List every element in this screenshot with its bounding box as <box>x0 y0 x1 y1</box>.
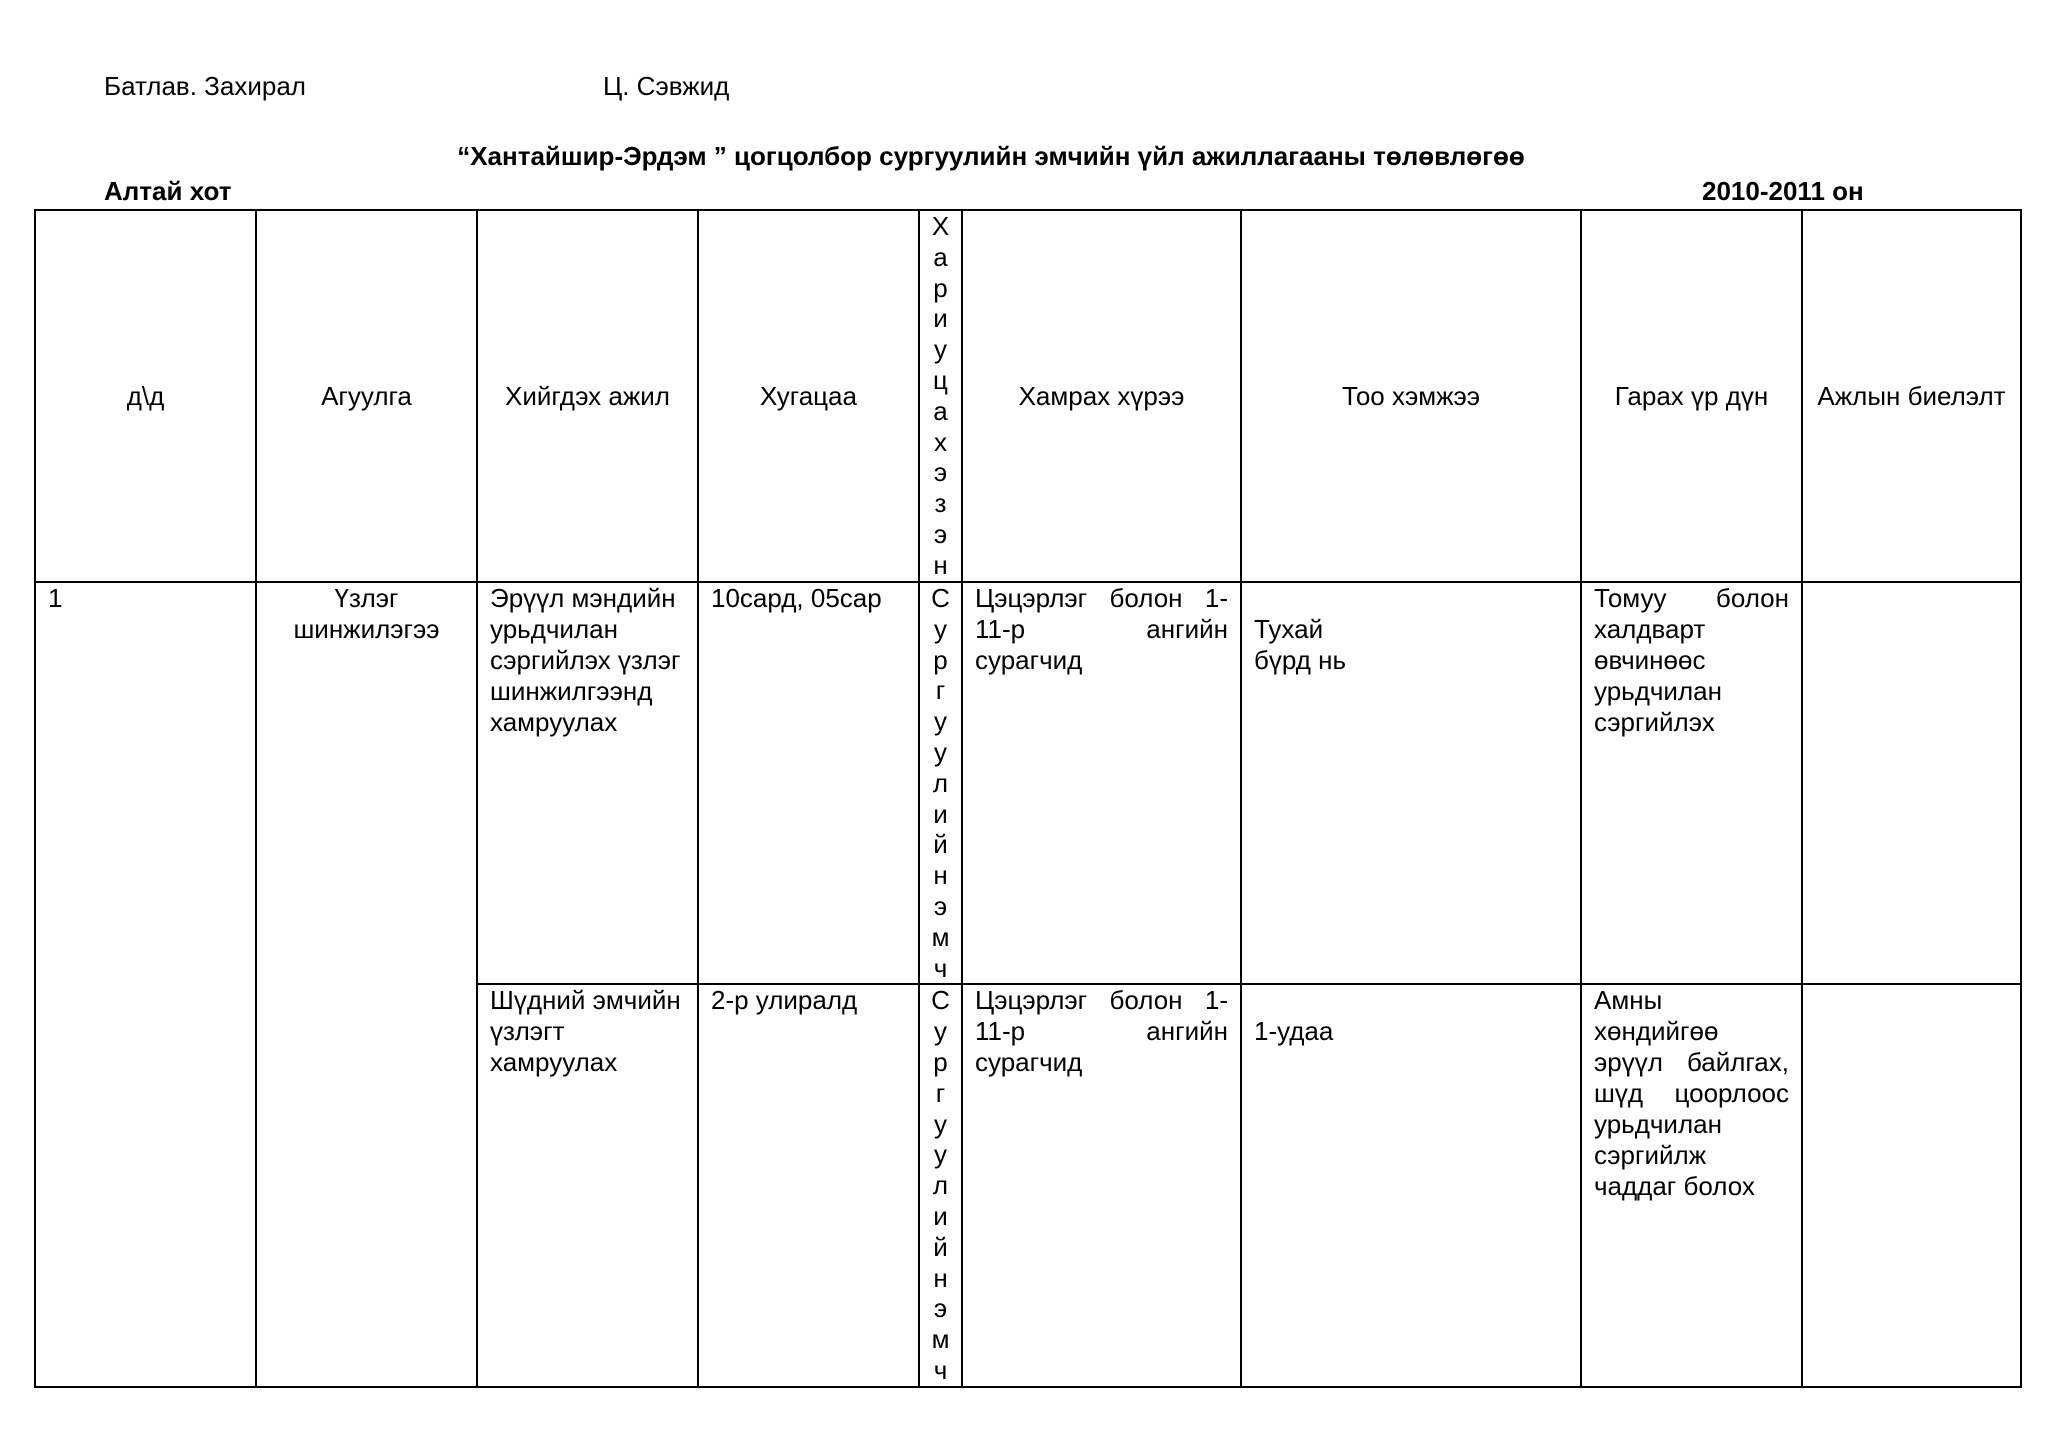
vertical-letter: г <box>935 1077 946 1108</box>
vertical-letter: й <box>933 829 948 860</box>
vertical-letter: м <box>931 1324 950 1355</box>
vertical-letter: ч <box>933 1354 948 1385</box>
row-content-cell: Үзлэг шинжилэгээ <box>256 582 477 1387</box>
vertical-letter: э <box>933 1293 948 1324</box>
row-quantity-text: Тухай бүрд нь <box>1254 614 1347 675</box>
year-label: 2010-2011 он <box>1702 176 1864 206</box>
col-header-number: д\д <box>35 210 256 582</box>
vertical-letter: й <box>933 1231 948 1262</box>
vertical-letter: м <box>931 921 950 952</box>
vertical-letter: у <box>934 613 947 644</box>
row-period-cell: 2-р улиралд <box>698 984 919 1386</box>
vertical-letter: С <box>931 583 950 613</box>
col-header-task: Хийгдэх ажил <box>477 210 698 582</box>
vertical-letter: ч <box>933 952 948 983</box>
vertical-letter: у <box>934 706 947 737</box>
row-result-cell: Амны хөндийгөө эрүүл байлгах, шүд цоорлоос урьдчилан сэргийлж чаддаг болох <box>1581 984 1802 1386</box>
row-number-cell: 1 <box>35 582 256 1387</box>
vertical-letter: э <box>933 457 948 488</box>
vertical-letter: и <box>933 798 948 829</box>
vertical-letter: з <box>934 488 947 519</box>
row-quantity-cell <box>1241 984 1581 1386</box>
document-title <box>0 141 2048 171</box>
vertical-letter: и <box>933 1200 948 1231</box>
vertical-letter: н <box>933 1262 948 1293</box>
vertical-letter: а <box>933 241 948 272</box>
row-responsible-cell <box>919 582 962 984</box>
row-period-cell: 10сард, 05сар <box>698 582 919 984</box>
vertical-letter: н <box>933 860 948 891</box>
vertical-letter: у <box>934 1016 947 1047</box>
vertical-letter: у <box>934 334 947 365</box>
row-task-cell: Шүдний эмчийн үзлэгт хамруулах <box>477 984 698 1386</box>
row-task-cell: Эрүүл мэндийн урьдчилан сэргийлэх үзлэг шинжилгээнд хамруулах <box>477 582 698 984</box>
vertical-letter: р <box>933 272 948 303</box>
row-result-cell: Томуу болон халдварт өвчинөөс урьдчилан сэргийлэх <box>1581 582 1802 984</box>
col-header-responsible <box>919 210 962 582</box>
col-header-scope: Хамрах хүрээ <box>962 210 1241 582</box>
vertical-letter: э <box>933 890 948 921</box>
row-scope-cell: Цэцэрлэг болон 1-11-р ангийн сурагчид <box>962 582 1241 984</box>
vertical-letter: э <box>933 518 948 549</box>
row-quantity-cell <box>1241 582 1581 984</box>
document-title-text: “Хантайшир-Эрдэм ” цогцолбор сургуулийн эмчийн үйл ажиллагааны төлөвлөгөө <box>457 141 1525 171</box>
vertical-letter: н <box>933 549 948 580</box>
col-header-result: Гарах үр дүн <box>1581 210 1802 582</box>
row-quantity-text: 1-удаа <box>1254 1016 1334 1047</box>
col-header-completion: Ажлын биелэлт <box>1802 210 2021 582</box>
row-responsible-text <box>920 583 961 983</box>
vertical-letter: х <box>934 426 947 457</box>
row-completion-cell <box>1802 984 2021 1386</box>
vertical-letter: у <box>934 736 947 767</box>
table-row <box>35 582 2021 984</box>
plan-table <box>34 209 2022 1388</box>
vertical-letter: л <box>932 1170 949 1201</box>
vertical-letter: Х <box>931 211 950 241</box>
col-header-content: Агуулга <box>256 210 477 582</box>
vertical-letter: у <box>934 1139 947 1170</box>
row-scope-cell: Цэцэрлэг болон 1-11-р ангийн сурагчид <box>962 984 1241 1386</box>
vertical-letter: и <box>933 303 948 334</box>
vertical-letter: р <box>933 1046 948 1077</box>
row-responsible-cell <box>919 984 962 1386</box>
vertical-letter: у <box>934 1108 947 1139</box>
row-responsible-text <box>920 985 961 1385</box>
vertical-letter: а <box>933 395 948 426</box>
col-header-period: Хугацаа <box>698 210 919 582</box>
table-header-row <box>35 210 2021 582</box>
vertical-letter: р <box>933 644 948 675</box>
row-completion-cell <box>1802 582 2021 984</box>
vertical-letter: г <box>935 675 946 706</box>
approve-label: Батлав. Захирал <box>104 71 306 101</box>
vertical-letter: ц <box>933 364 948 395</box>
vertical-letter: л <box>932 767 949 798</box>
director-name: Ц. Сэвжид <box>603 71 730 101</box>
city-label: Алтай хот <box>104 176 232 206</box>
col-header-responsible-text <box>920 211 961 581</box>
vertical-letter: С <box>931 985 950 1016</box>
col-header-quantity: Тоо хэмжээ <box>1241 210 1581 582</box>
